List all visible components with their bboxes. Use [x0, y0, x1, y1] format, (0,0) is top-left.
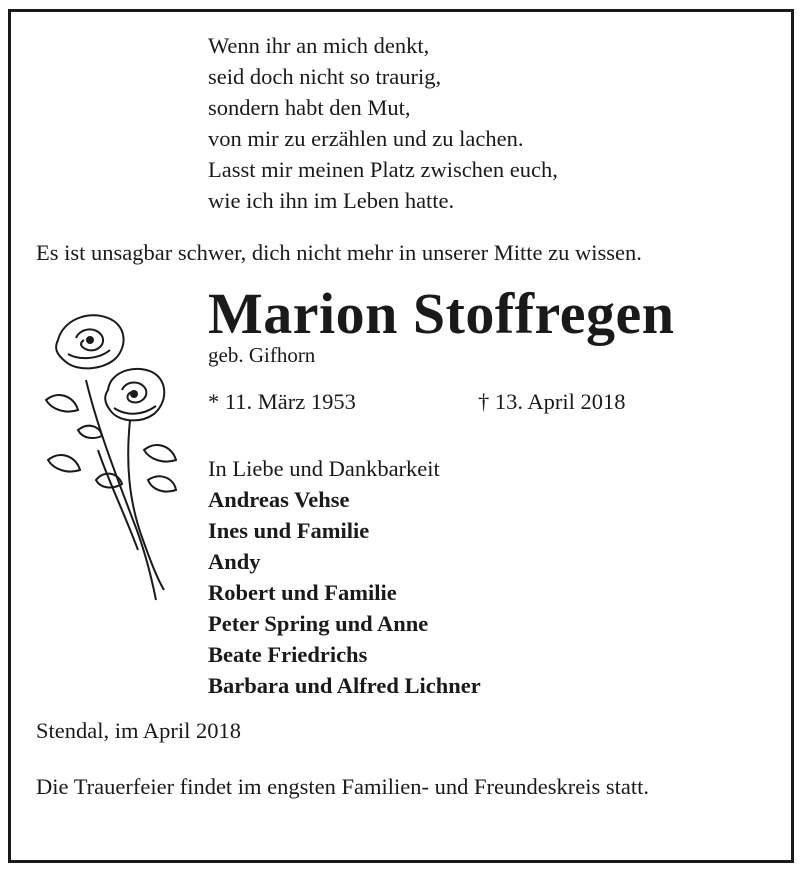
two-roses-icon [38, 310, 188, 610]
place-date: Stendal, im April 2018 [36, 718, 241, 743]
intro-text: Es ist unsagbar schwer, dich nicht mehr in unserer Mitte zu wissen. [36, 240, 642, 265]
birth-name: geb. Gifhorn [208, 343, 316, 367]
mourner-name: Andreas Vehse [208, 487, 350, 512]
birth-date: * 11. März 1953 [208, 389, 356, 414]
mourner-name: Peter Spring und Anne [208, 611, 429, 636]
poem-line: seid doch nicht so traurig, [208, 64, 442, 89]
mourner-name: Andy [208, 549, 261, 574]
mourners-lead: In Liebe und Dankbarkeit [208, 456, 440, 481]
poem-line: wie ich ihn im Leben hatte. [208, 188, 455, 213]
deceased-name: Marion Stoffregen [208, 281, 675, 346]
mourner-name: Robert und Familie [208, 580, 397, 605]
poem-line: sondern habt den Mut, [208, 95, 411, 120]
poem-line: von mir zu erzählen und zu lachen. [208, 126, 524, 151]
poem-line: Wenn ihr an mich denkt, [208, 33, 430, 58]
death-date: † 13. April 2018 [478, 389, 626, 414]
mourner-name: Beate Friedrichs [208, 642, 368, 667]
funeral-note: Die Trauerfeier findet im engsten Familien- und Freundeskreis statt. [36, 774, 649, 799]
poem-line: Lasst mir meinen Platz zwischen euch, [208, 157, 558, 182]
poem [208, 30, 558, 216]
mourners-list [208, 453, 481, 701]
mourner-name: Ines und Familie [208, 518, 370, 543]
mourner-name: Barbara und Alfred Lichner [208, 673, 481, 698]
